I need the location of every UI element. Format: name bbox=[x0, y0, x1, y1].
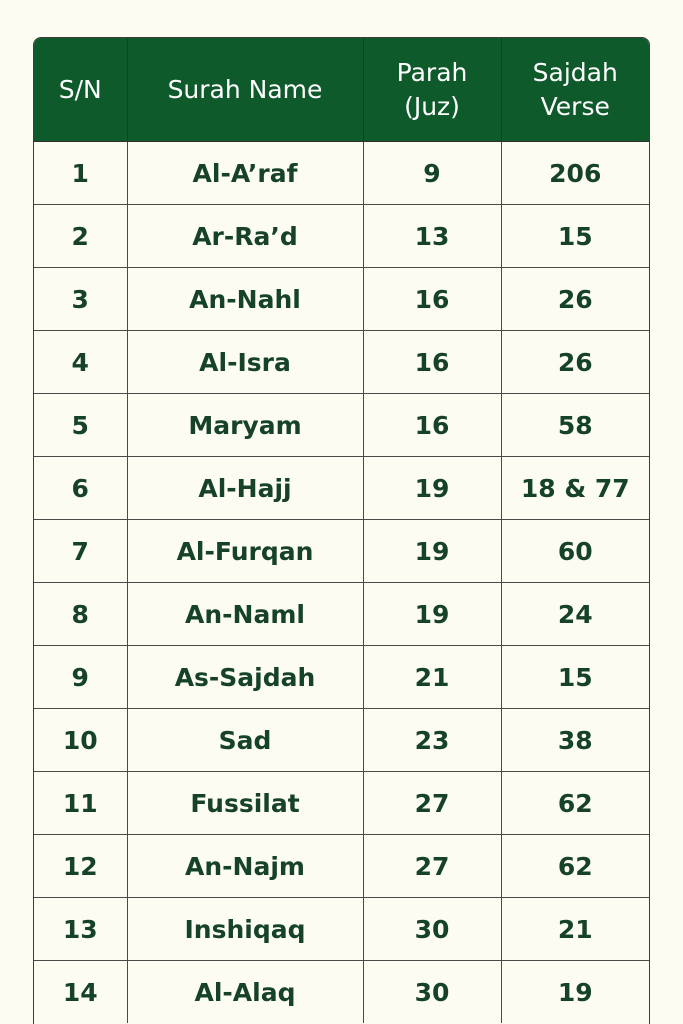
cell-sn: 4 bbox=[34, 331, 127, 394]
cell-surah-name: Al-A’raf bbox=[127, 142, 363, 205]
cell-sn: 7 bbox=[34, 520, 127, 583]
cell-sajdah-verse: 18 & 77 bbox=[501, 457, 649, 520]
cell-sn: 11 bbox=[34, 772, 127, 835]
cell-parah: 16 bbox=[363, 331, 501, 394]
cell-sajdah-verse: 15 bbox=[501, 646, 649, 709]
table-header bbox=[34, 38, 649, 142]
cell-parah: 19 bbox=[363, 583, 501, 646]
sajdah-table-container bbox=[33, 37, 650, 1024]
table-row bbox=[34, 520, 649, 583]
cell-parah: 16 bbox=[363, 394, 501, 457]
header-parah-line1: Parah bbox=[396, 57, 468, 87]
cell-surah-name: Ar-Ra’d bbox=[127, 205, 363, 268]
cell-sn: 3 bbox=[34, 268, 127, 331]
header-parah bbox=[363, 38, 501, 142]
header-sn bbox=[34, 38, 127, 142]
table-row bbox=[34, 961, 649, 1024]
cell-parah: 27 bbox=[363, 772, 501, 835]
cell-parah: 30 bbox=[363, 961, 501, 1024]
table-row bbox=[34, 835, 649, 898]
header-verse-line2: Verse bbox=[540, 91, 610, 121]
cell-sn: 2 bbox=[34, 205, 127, 268]
table-row bbox=[34, 646, 649, 709]
header-surah-name-label: Surah Name bbox=[167, 74, 323, 104]
cell-parah: 16 bbox=[363, 268, 501, 331]
table-row bbox=[34, 709, 649, 772]
cell-sajdah-verse: 21 bbox=[501, 898, 649, 961]
cell-sajdah-verse: 38 bbox=[501, 709, 649, 772]
cell-sajdah-verse: 15 bbox=[501, 205, 649, 268]
cell-sajdah-verse: 19 bbox=[501, 961, 649, 1024]
cell-sn: 14 bbox=[34, 961, 127, 1024]
cell-sajdah-verse: 24 bbox=[501, 583, 649, 646]
cell-parah: 13 bbox=[363, 205, 501, 268]
cell-sn: 1 bbox=[34, 142, 127, 205]
cell-parah: 19 bbox=[363, 520, 501, 583]
cell-sajdah-verse: 26 bbox=[501, 268, 649, 331]
cell-surah-name: Fussilat bbox=[127, 772, 363, 835]
table-row bbox=[34, 205, 649, 268]
cell-parah: 19 bbox=[363, 457, 501, 520]
cell-surah-name: Inshiqaq bbox=[127, 898, 363, 961]
cell-sn: 12 bbox=[34, 835, 127, 898]
cell-surah-name: Al-Furqan bbox=[127, 520, 363, 583]
cell-sajdah-verse: 62 bbox=[501, 835, 649, 898]
table-row bbox=[34, 331, 649, 394]
cell-sajdah-verse: 206 bbox=[501, 142, 649, 205]
cell-parah: 30 bbox=[363, 898, 501, 961]
table-row bbox=[34, 142, 649, 205]
cell-surah-name: An-Nahl bbox=[127, 268, 363, 331]
cell-sajdah-verse: 60 bbox=[501, 520, 649, 583]
cell-surah-name: Sad bbox=[127, 709, 363, 772]
cell-parah: 9 bbox=[363, 142, 501, 205]
table-row bbox=[34, 394, 649, 457]
cell-surah-name: Al-Hajj bbox=[127, 457, 363, 520]
table-row bbox=[34, 457, 649, 520]
cell-surah-name: An-Najm bbox=[127, 835, 363, 898]
table-row bbox=[34, 268, 649, 331]
cell-sn: 13 bbox=[34, 898, 127, 961]
cell-sajdah-verse: 58 bbox=[501, 394, 649, 457]
cell-surah-name: Maryam bbox=[127, 394, 363, 457]
header-row bbox=[34, 38, 649, 142]
cell-sn: 8 bbox=[34, 583, 127, 646]
cell-parah: 23 bbox=[363, 709, 501, 772]
cell-sajdah-verse: 26 bbox=[501, 331, 649, 394]
header-sajdah-verse bbox=[501, 38, 649, 142]
table-row bbox=[34, 898, 649, 961]
header-sn-label: S/N bbox=[58, 74, 102, 104]
cell-surah-name: As-Sajdah bbox=[127, 646, 363, 709]
cell-sn: 6 bbox=[34, 457, 127, 520]
table-body bbox=[34, 142, 649, 1024]
cell-parah: 27 bbox=[363, 835, 501, 898]
cell-sn: 10 bbox=[34, 709, 127, 772]
header-parah-line2: (Juz) bbox=[404, 91, 460, 121]
cell-surah-name: Al-Alaq bbox=[127, 961, 363, 1024]
cell-surah-name: An-Naml bbox=[127, 583, 363, 646]
cell-parah: 21 bbox=[363, 646, 501, 709]
header-verse-line1: Sajdah bbox=[532, 57, 618, 87]
table-row bbox=[34, 772, 649, 835]
cell-surah-name: Al-Isra bbox=[127, 331, 363, 394]
cell-sajdah-verse: 62 bbox=[501, 772, 649, 835]
cell-sn: 9 bbox=[34, 646, 127, 709]
sajdah-table bbox=[34, 38, 649, 1023]
header-surah-name bbox=[127, 38, 363, 142]
table-row bbox=[34, 583, 649, 646]
cell-sn: 5 bbox=[34, 394, 127, 457]
